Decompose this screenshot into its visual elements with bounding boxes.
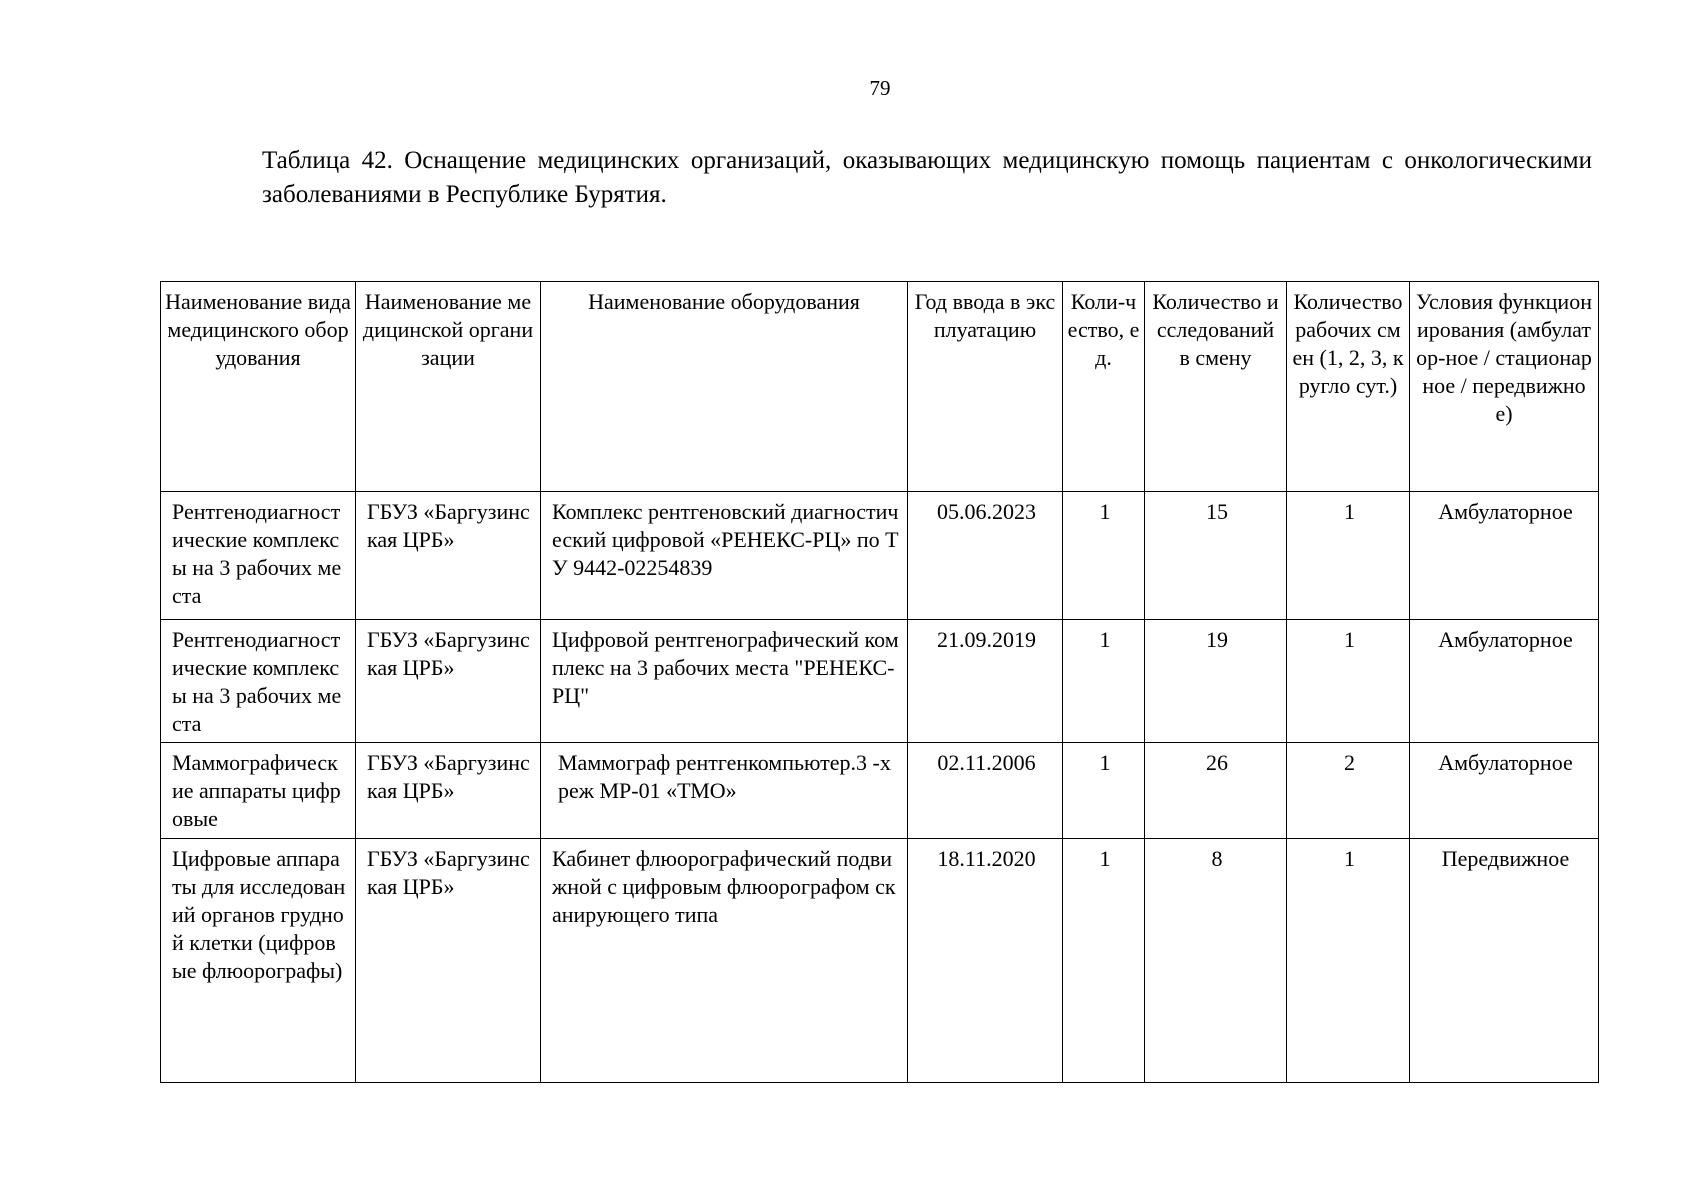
table-row bbox=[161, 620, 1599, 743]
header-conditions: Условия функционирования (амбулатор-ное / стационарное / передвижное) bbox=[1410, 282, 1599, 492]
table-row bbox=[161, 492, 1599, 620]
cell-quantity: 1 bbox=[1063, 839, 1145, 1083]
cell-equipment-type: Рентгенодиагностические комплексы на 3 рабочих места bbox=[161, 620, 356, 743]
cell-studies-per-shift: 15 bbox=[1145, 492, 1287, 620]
cell-studies-per-shift: 19 bbox=[1145, 620, 1287, 743]
cell-conditions: Амбулаторное bbox=[1410, 743, 1599, 839]
cell-equipment-name: Кабинет флюорографический подвижной с цифровым флюорографом сканирующего типа bbox=[541, 839, 908, 1083]
header-organization: Наименование медицинской организации bbox=[356, 282, 541, 492]
header-quantity: Коли-чество, ед. bbox=[1063, 282, 1145, 492]
header-studies-per-shift: Количество исследований в смену bbox=[1145, 282, 1287, 492]
cell-studies-per-shift: 26 bbox=[1145, 743, 1287, 839]
cell-conditions: Амбулаторное bbox=[1410, 492, 1599, 620]
cell-year: 18.11.2020 bbox=[908, 839, 1063, 1083]
table-row bbox=[161, 839, 1599, 1083]
cell-equipment-name: Комплекс рентгеновский диагностический цифровой «РЕНЕКС-РЦ» по ТУ 9442-02254839 bbox=[541, 492, 908, 620]
header-shifts: Количество рабочих смен (1, 2, 3, кругло сут.) bbox=[1287, 282, 1410, 492]
cell-organization: ГБУЗ «Баргузинская ЦРБ» bbox=[356, 620, 541, 743]
cell-quantity: 1 bbox=[1063, 620, 1145, 743]
cell-equipment-type: Маммографические аппараты цифровые bbox=[161, 743, 356, 839]
cell-equipment-type: Рентгенодиагностические комплексы на 3 рабочих места bbox=[161, 492, 356, 620]
header-equipment-type: Наименование вида медицинского оборудования bbox=[161, 282, 356, 492]
cell-studies-per-shift: 8 bbox=[1145, 839, 1287, 1083]
cell-quantity: 1 bbox=[1063, 492, 1145, 620]
cell-organization: ГБУЗ «Баргузинская ЦРБ» bbox=[356, 492, 541, 620]
equipment-table bbox=[160, 281, 1599, 1083]
cell-shifts: 2 bbox=[1287, 743, 1410, 839]
cell-year: 21.09.2019 bbox=[908, 620, 1063, 743]
page-number: 79 bbox=[869, 76, 891, 100]
cell-quantity: 1 bbox=[1063, 743, 1145, 839]
table-row bbox=[161, 743, 1599, 839]
header-year: Год ввода в эксплуатацию bbox=[908, 282, 1063, 492]
cell-organization: ГБУЗ «Баргузинская ЦРБ» bbox=[356, 743, 541, 839]
header-equipment-name: Наименование оборудования bbox=[541, 282, 908, 492]
cell-equipment-type: Цифровые аппараты для исследований органов грудной клетки (цифровые флюорографы) bbox=[161, 839, 356, 1083]
cell-equipment-name: Маммограф рентгенкомпьютер.3 -хреж МР-01 «ТМО» bbox=[541, 743, 908, 839]
table-caption: Таблица 42. Оснащение медицинских организаций, оказывающих медицинскую помощь пациентам с онкологическими заболеваниями в Республике Бурятия. bbox=[262, 147, 1592, 208]
cell-shifts: 1 bbox=[1287, 839, 1410, 1083]
cell-equipment-name: Цифровой рентгенографический комплекс на 3 рабочих места "РЕНЕКС-РЦ" bbox=[541, 620, 908, 743]
cell-conditions: Амбулаторное bbox=[1410, 620, 1599, 743]
cell-year: 02.11.2006 bbox=[908, 743, 1063, 839]
cell-shifts: 1 bbox=[1287, 620, 1410, 743]
cell-organization: ГБУЗ «Баргузинская ЦРБ» bbox=[356, 839, 541, 1083]
table-header-row bbox=[161, 282, 1599, 492]
cell-year: 05.06.2023 bbox=[908, 492, 1063, 620]
cell-conditions: Передвижное bbox=[1410, 839, 1599, 1083]
cell-shifts: 1 bbox=[1287, 492, 1410, 620]
